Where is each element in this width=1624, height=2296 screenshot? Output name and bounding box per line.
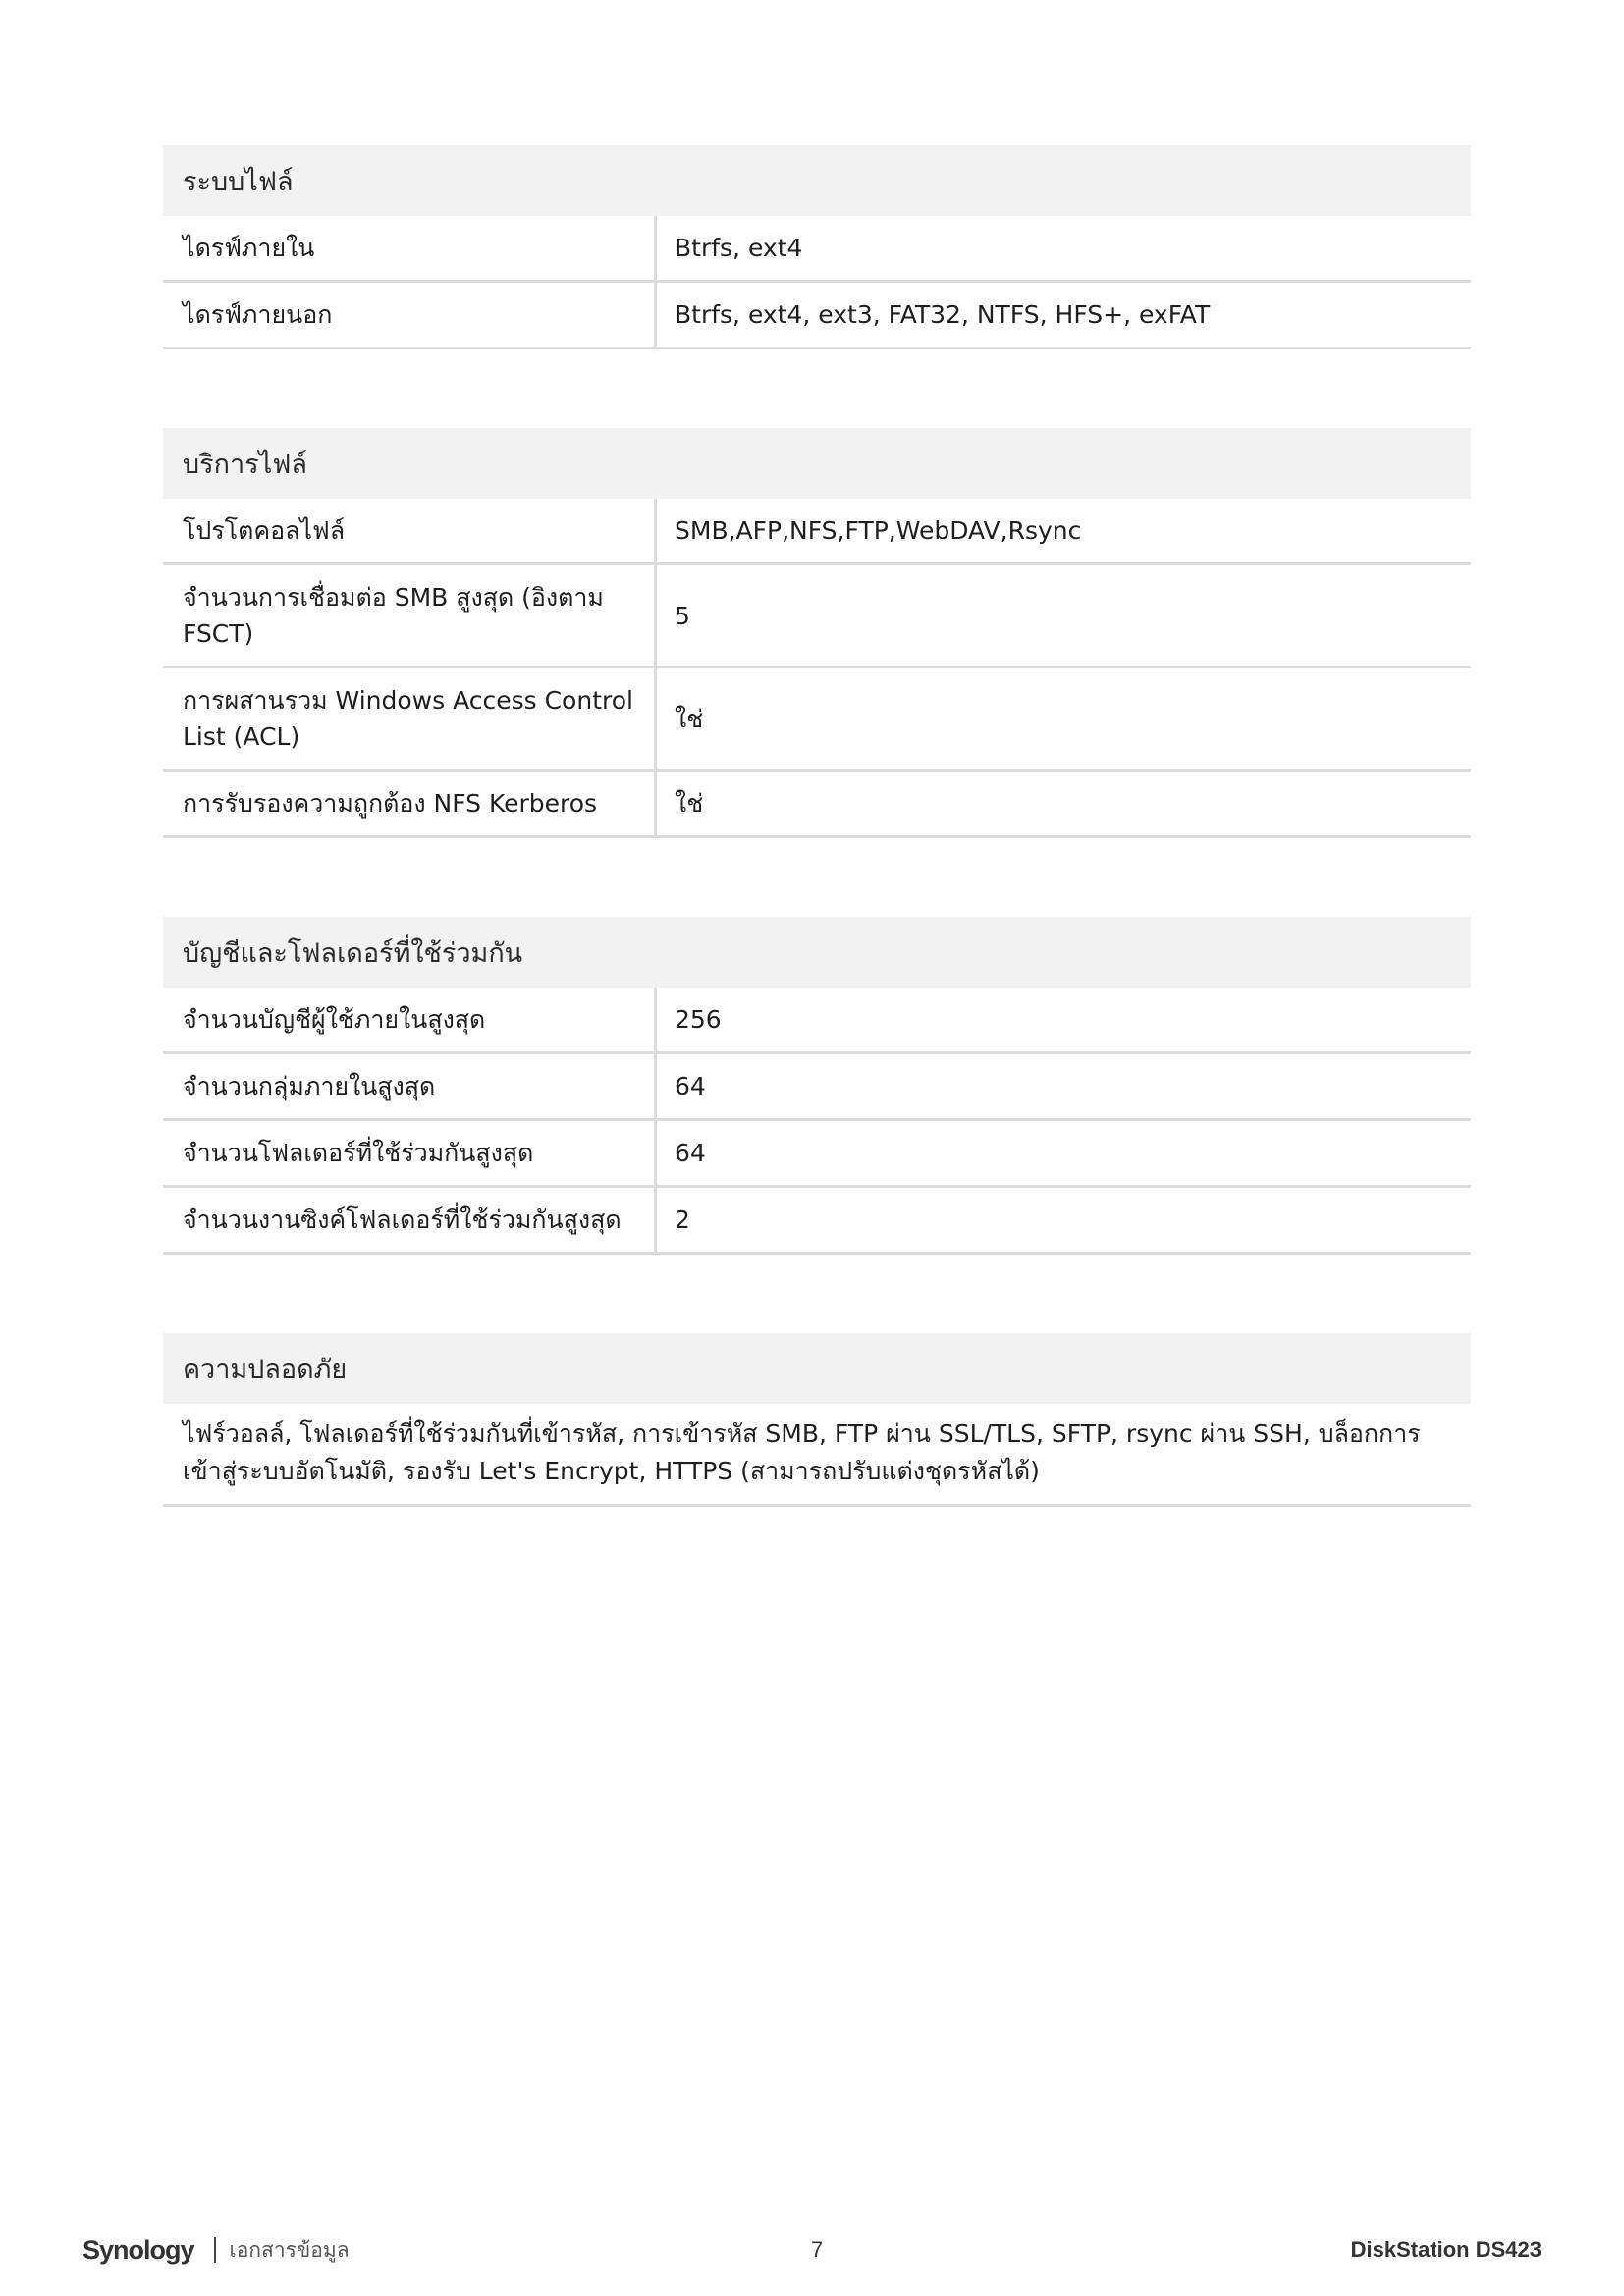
spec-label: จำนวนโฟลเดอร์ที่ใช้ร่วมกันสูงสุด	[163, 1121, 657, 1185]
spec-value: 2	[675, 1205, 690, 1234]
spec-value: 5	[675, 601, 690, 630]
section-security	[163, 1333, 1471, 1507]
section-title: ความปลอดภัย	[163, 1333, 1471, 1404]
section-title: บัญชีและโฟลเดอร์ที่ใช้ร่วมกัน	[163, 917, 1471, 988]
spec-row	[163, 1188, 1471, 1255]
spec-label: การผสานรวม Windows Access Control List (ACL)	[163, 668, 657, 769]
spec-row	[163, 1054, 1471, 1121]
section-title: บริการไฟล์	[163, 428, 1471, 499]
spec-value: 64	[675, 1139, 706, 1167]
spec-label: โปรโตคอลไฟล์	[163, 499, 657, 562]
section-file-services	[163, 428, 1471, 838]
spec-value: 64	[675, 1072, 706, 1100]
footer-branding	[82, 2234, 350, 2267]
spec-value: ใช่	[675, 789, 704, 818]
document-type: เอกสารข้อมูล	[229, 2237, 350, 2262]
spec-row	[163, 216, 1471, 283]
spec-row	[163, 565, 1471, 668]
spec-label: จำนวนงานซิงค์โฟลเดอร์ที่ใช้ร่วมกันสูงสุด	[163, 1188, 657, 1252]
spec-row	[163, 499, 1471, 565]
page-number: 7	[811, 2237, 824, 2262]
spec-full-text: ไฟร์วอลล์, โฟลเดอร์ที่ใช้ร่วมกันที่เข้ารหัส, การเข้ารหัส SMB, FTP ผ่าน SSL/TLS, SFTP, rsync ผ่าน SSH, บล็อกการเข้าสู่ระบบอัตโนมัติ, รองรับ Let's Encrypt, HTTPS (สามารถปรับแต่งชุดรหัสได้)	[183, 1419, 1421, 1485]
page-footer	[82, 2230, 1542, 2269]
product-model: DiskStation DS423	[1350, 2237, 1542, 2262]
spec-row	[163, 668, 1471, 772]
spec-row	[163, 283, 1471, 349]
section-title: ระบบไฟล์	[163, 145, 1471, 216]
spec-row	[163, 988, 1471, 1054]
spec-label: จำนวนบัญชีผู้ใช้ภายในสูงสุด	[163, 988, 657, 1051]
section-accounts-shared-folders	[163, 917, 1471, 1255]
spec-label: ไดรฟ์ภายใน	[163, 216, 657, 280]
spec-row	[163, 1404, 1471, 1507]
spec-content	[163, 145, 1471, 1585]
spec-value: ใช่	[675, 704, 704, 733]
spec-row	[163, 772, 1471, 838]
spec-value: Btrfs, ext4, ext3, FAT32, NTFS, HFS+, exFAT	[675, 300, 1211, 329]
spec-label: จำนวนการเชื่อมต่อ SMB สูงสุด (อิงตาม FSCT)	[163, 565, 657, 666]
spec-label: ไดรฟ์ภายนอก	[163, 283, 657, 347]
section-file-system	[163, 145, 1471, 349]
spec-value: Btrfs, ext4	[675, 234, 803, 262]
footer-divider	[214, 2237, 216, 2263]
spec-value: 256	[675, 1005, 722, 1034]
spec-row	[163, 1121, 1471, 1188]
spec-label: จำนวนกลุ่มภายในสูงสุด	[163, 1054, 657, 1118]
spec-label: การรับรองความถูกต้อง NFS Kerberos	[163, 772, 657, 835]
synology-logo: Synology	[82, 2234, 194, 2265]
spec-value: SMB,AFP,NFS,FTP,WebDAV,Rsync	[675, 516, 1082, 545]
